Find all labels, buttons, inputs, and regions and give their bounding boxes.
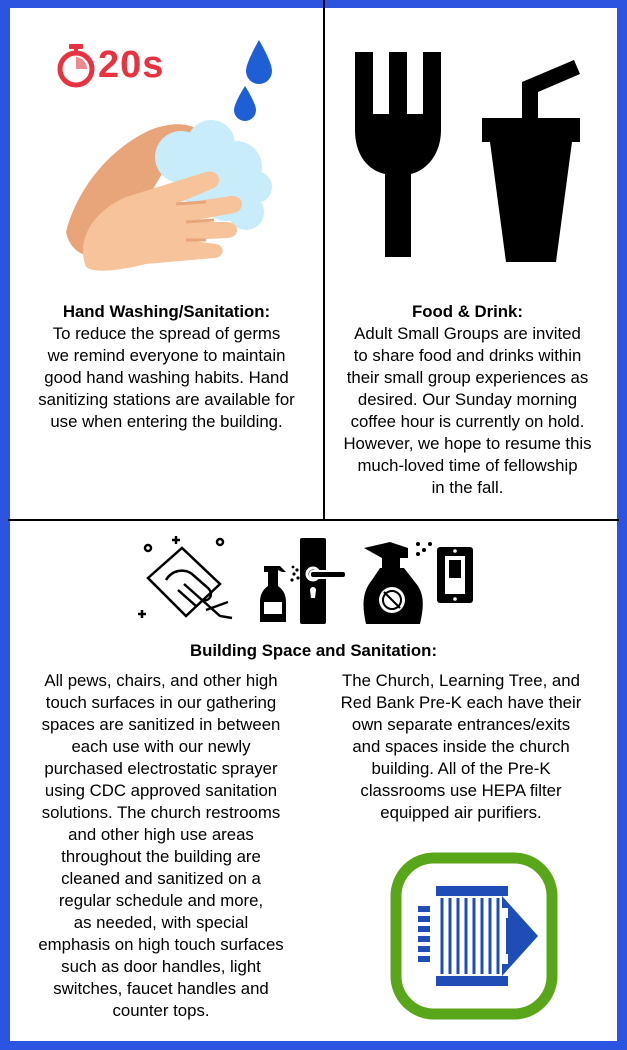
food-drink-text-line: much-loved time of fellowship — [357, 456, 578, 475]
building-right-column — [316, 670, 606, 824]
building-right-line: The Church, Learning Tree, and — [342, 671, 580, 690]
building-left-line: using CDC approved sanitation — [44, 781, 278, 800]
building-left-line: and other high use areas — [68, 825, 254, 844]
food-drink-text-line: coffee hour is currently on hold. — [350, 412, 585, 431]
hand-washing-text-line: sanitizing stations are available for — [38, 390, 295, 409]
building-left-line: switches, faucet handles and — [53, 979, 269, 998]
spray-bottle-icon — [256, 566, 290, 624]
building-right-line: equipped air purifiers. — [380, 803, 542, 822]
food-drink-text-line: in the fall. — [431, 478, 504, 497]
building-left-line: such as door handles, light — [61, 957, 261, 976]
drink-cup-icon — [470, 58, 590, 266]
food-drink-text-line: to share food and drinks within — [353, 346, 582, 365]
air-filter-icon — [390, 852, 558, 1020]
building-right-line: own separate entrances/exits — [351, 715, 571, 734]
food-drink-text-line: Adult Small Groups are invited — [354, 324, 581, 343]
building-left-line: as needed, with special — [73, 913, 249, 932]
building-left-line: emphasis on high touch surfaces — [38, 935, 284, 954]
food-drink-title: Food & Drink: — [412, 302, 523, 321]
disinfectant-spray-icon — [360, 540, 440, 626]
vertical-divider — [323, 0, 325, 521]
food-drink-section — [326, 301, 609, 499]
door-handle-icon — [290, 538, 346, 624]
building-left-line: regular schedule and more, — [58, 891, 264, 910]
timer-label: 20s — [98, 44, 165, 86]
building-left-line: counter tops. — [112, 1001, 210, 1020]
building-right-line: Red Bank Pre-K each have their — [340, 693, 582, 712]
building-left-line: cleaned and sanitized on a — [61, 869, 261, 888]
building-title: Building Space and Sanitation: — [189, 641, 438, 660]
hand-washing-section — [10, 301, 323, 433]
building-left-column — [12, 670, 310, 1022]
building-right-line: classrooms use HEPA filter — [360, 781, 562, 800]
food-drink-text-line: However, we hope to resume this — [343, 434, 592, 453]
building-right-line: building. All of the Pre-K — [371, 759, 551, 778]
building-left-line: All pews, chairs, and other high — [44, 671, 278, 690]
hand-washing-text-line: use when entering the building. — [50, 412, 283, 431]
building-left-line: purchased electrostatic sprayer — [44, 759, 278, 778]
light-switch-icon — [436, 546, 474, 604]
building-title-wrap — [10, 640, 617, 662]
wiping-hand-icon — [136, 532, 244, 624]
food-drink-text-line: their small group experiences as — [346, 368, 589, 387]
building-right-line: and spaces inside the church — [352, 737, 570, 756]
building-left-line: touch surfaces in our gathering — [45, 693, 277, 712]
food-drink-text-line: desired. Our Sunday morning — [357, 390, 578, 409]
horizontal-divider — [8, 519, 619, 521]
stopwatch-icon — [56, 44, 96, 88]
hand-washing-text-line: we remind everyone to maintain — [47, 346, 286, 365]
fork-icon — [355, 52, 465, 262]
hand-washing-text-line: good hand washing habits. Hand — [44, 368, 289, 387]
water-drop-icon — [244, 40, 274, 86]
building-left-line: solutions. The church restrooms — [41, 803, 281, 822]
building-left-line: spaces are sanitized in between — [41, 715, 281, 734]
building-left-line: throughout the building are — [61, 847, 261, 866]
hand-washing-text-line: To reduce the spread of germs — [52, 324, 281, 343]
washing-hands-icon — [56, 112, 272, 272]
hand-washing-title: Hand Washing/Sanitation: — [62, 302, 271, 321]
building-left-line: each use with our newly — [71, 737, 251, 756]
